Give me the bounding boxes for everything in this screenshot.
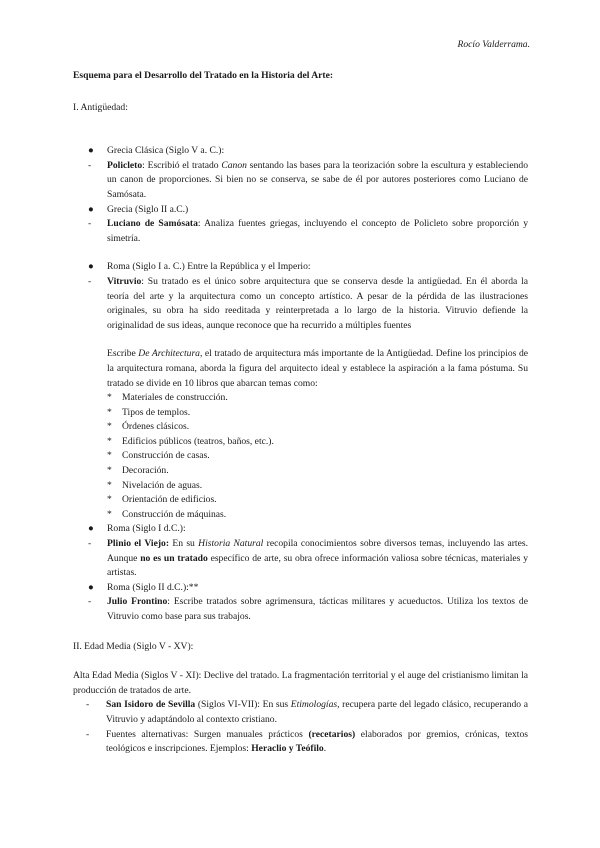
asterisk-icon: * xyxy=(107,392,112,404)
topic-item: * Orientación de edificios. xyxy=(73,493,528,508)
asterisk-icon: * xyxy=(107,421,112,433)
topic-item: * Órdenes clásicos. xyxy=(73,420,528,435)
bullet-icon: ● xyxy=(88,581,94,593)
bullet-text: Roma (Siglo I a. C.) Entre la República y el Imperio: xyxy=(107,261,311,273)
dash-item xyxy=(73,537,528,581)
dash-text: Vitruvio: Su tratado es el único sobre arquitectura que se conserva desde la antigüedad. En él aborda la teoría del arte y la arquitectura como un concepto artístico. A pesar de la pérdida de las ilustraciones originales, su obra ha sido reeditada y reinterpretada a lo largo de la historia. Vitruvio defiende la originalidad de sus ideas, aunque reconoce que ha recurrido a múltiples fuentes xyxy=(107,275,528,331)
dash-item xyxy=(73,217,528,246)
bullet-item xyxy=(73,203,528,218)
bullet-icon: ● xyxy=(88,203,94,215)
dash-text: Policleto: Escribió el tratado Canon sentando las bases para la teorización sobre la escultura y estableciendo un canon de proporciones. Si bien no se conserva, se sabe de él por autores posteriores como Luciano de Samósata. xyxy=(107,159,529,200)
document-body xyxy=(73,69,528,757)
dash-icon: - xyxy=(88,275,92,287)
section-heading-antiquity: I. Antigüedad: xyxy=(73,101,128,113)
dash-icon: - xyxy=(86,728,90,740)
bullet-item xyxy=(73,144,528,159)
dash-icon: - xyxy=(88,538,92,550)
document-title: Esquema para el Desarrollo del Tratado en la Historia del Arte: xyxy=(73,70,334,81)
bullet-icon: ● xyxy=(88,523,94,535)
paragraph-de-architectura: Escribe De Architectura, el tratado de arquitectura más importante de la Antigüedad. Define los principios de la arquitectura romana, aborda la figura del arquitecto ideal y establece la aspiración a la fama póstuma. Su tratado se divide en 10 libros que abarcan temas como: xyxy=(107,348,528,389)
dash-text: San Isidoro de Sevilla (Siglos VI-VII): En sus Etimologías, recupera parte del legado clásico, recuperando a Vitruvio y adaptándolo al contexto cristiano. xyxy=(106,699,528,725)
bullet-text: Roma (Siglo I d.C.): xyxy=(107,523,186,535)
bullet-icon: ● xyxy=(88,261,94,273)
topic-item: * Decoración. xyxy=(73,464,528,479)
bullet-item xyxy=(73,260,528,275)
topic-item: * Construcción de máquinas. xyxy=(73,508,528,523)
dash-item xyxy=(73,159,528,203)
bullet-icon: ● xyxy=(88,145,94,157)
topic-item: * Materiales de construcción. xyxy=(73,391,528,406)
dash-item xyxy=(73,698,528,727)
dash-text: Luciano de Samósata: Analiza fuentes griegas, incluyendo el concepto de Policleto sobre proporción y simetría. xyxy=(107,218,529,244)
section-heading-middle-ages: II. Edad Media (Siglo V - XV): xyxy=(73,640,194,652)
asterisk-icon: * xyxy=(107,479,112,491)
asterisk-icon: * xyxy=(107,508,112,520)
author-name: Rocío Valderrama. xyxy=(457,39,530,50)
bullet-item xyxy=(73,581,528,596)
dash-icon: - xyxy=(88,218,92,230)
asterisk-icon: * xyxy=(107,494,112,506)
asterisk-icon: * xyxy=(107,450,112,462)
topic-item: * Tipos de templos. xyxy=(73,406,528,421)
asterisk-icon: * xyxy=(107,406,112,418)
asterisk-icon: * xyxy=(107,435,112,447)
bullet-text: Grecia (Siglo II a.C.) xyxy=(107,203,189,215)
dash-text: Fuentes alternativas: Surgen manuales prácticos (recetarios) elaborados por gremios, crónicas, textos teológicos e inscripciones. Ejemplos: Heraclio y Teófilo. xyxy=(106,728,528,755)
bullet-text: Roma (Siglo II d.C.):** xyxy=(107,581,199,593)
asterisk-icon: * xyxy=(107,465,112,477)
dash-icon: - xyxy=(88,596,92,608)
dash-item xyxy=(73,728,528,757)
topic-item: * Construcción de casas. xyxy=(73,449,528,464)
bullet-text: Grecia Clásica (Siglo V a. C.): xyxy=(107,145,225,157)
dash-icon: - xyxy=(88,159,92,171)
dash-item xyxy=(73,595,528,624)
paragraph-high-middle-ages: Alta Edad Media (Siglos V - XI): Declive del tratado. La fragmentación territorial y el auge del cristianismo limitan la producción de tratados de arte. xyxy=(73,670,528,696)
bullet-item xyxy=(73,522,528,537)
dash-text: Julio Frontino: Escribe tratados sobre agrimensura, tácticas militares y acueductos. Utiliza los textos de Vitruvio como base para sus trabajos. xyxy=(107,596,528,622)
dash-item xyxy=(73,275,528,333)
topic-item: * Edificios públicos (teatros, baños, etc.). xyxy=(73,435,528,450)
dash-icon: - xyxy=(86,699,90,711)
dash-text: Plinio el Viejo: En su Historia Natural recopila conocimientos sobre diversos temas, incluyendo las artes. Aunque no es un tratado específico de arte, su obra ofrece información valiosa sobre técnicas, materiales y artistas. xyxy=(107,538,528,579)
topic-item: * Nivelación de aguas. xyxy=(73,479,528,494)
